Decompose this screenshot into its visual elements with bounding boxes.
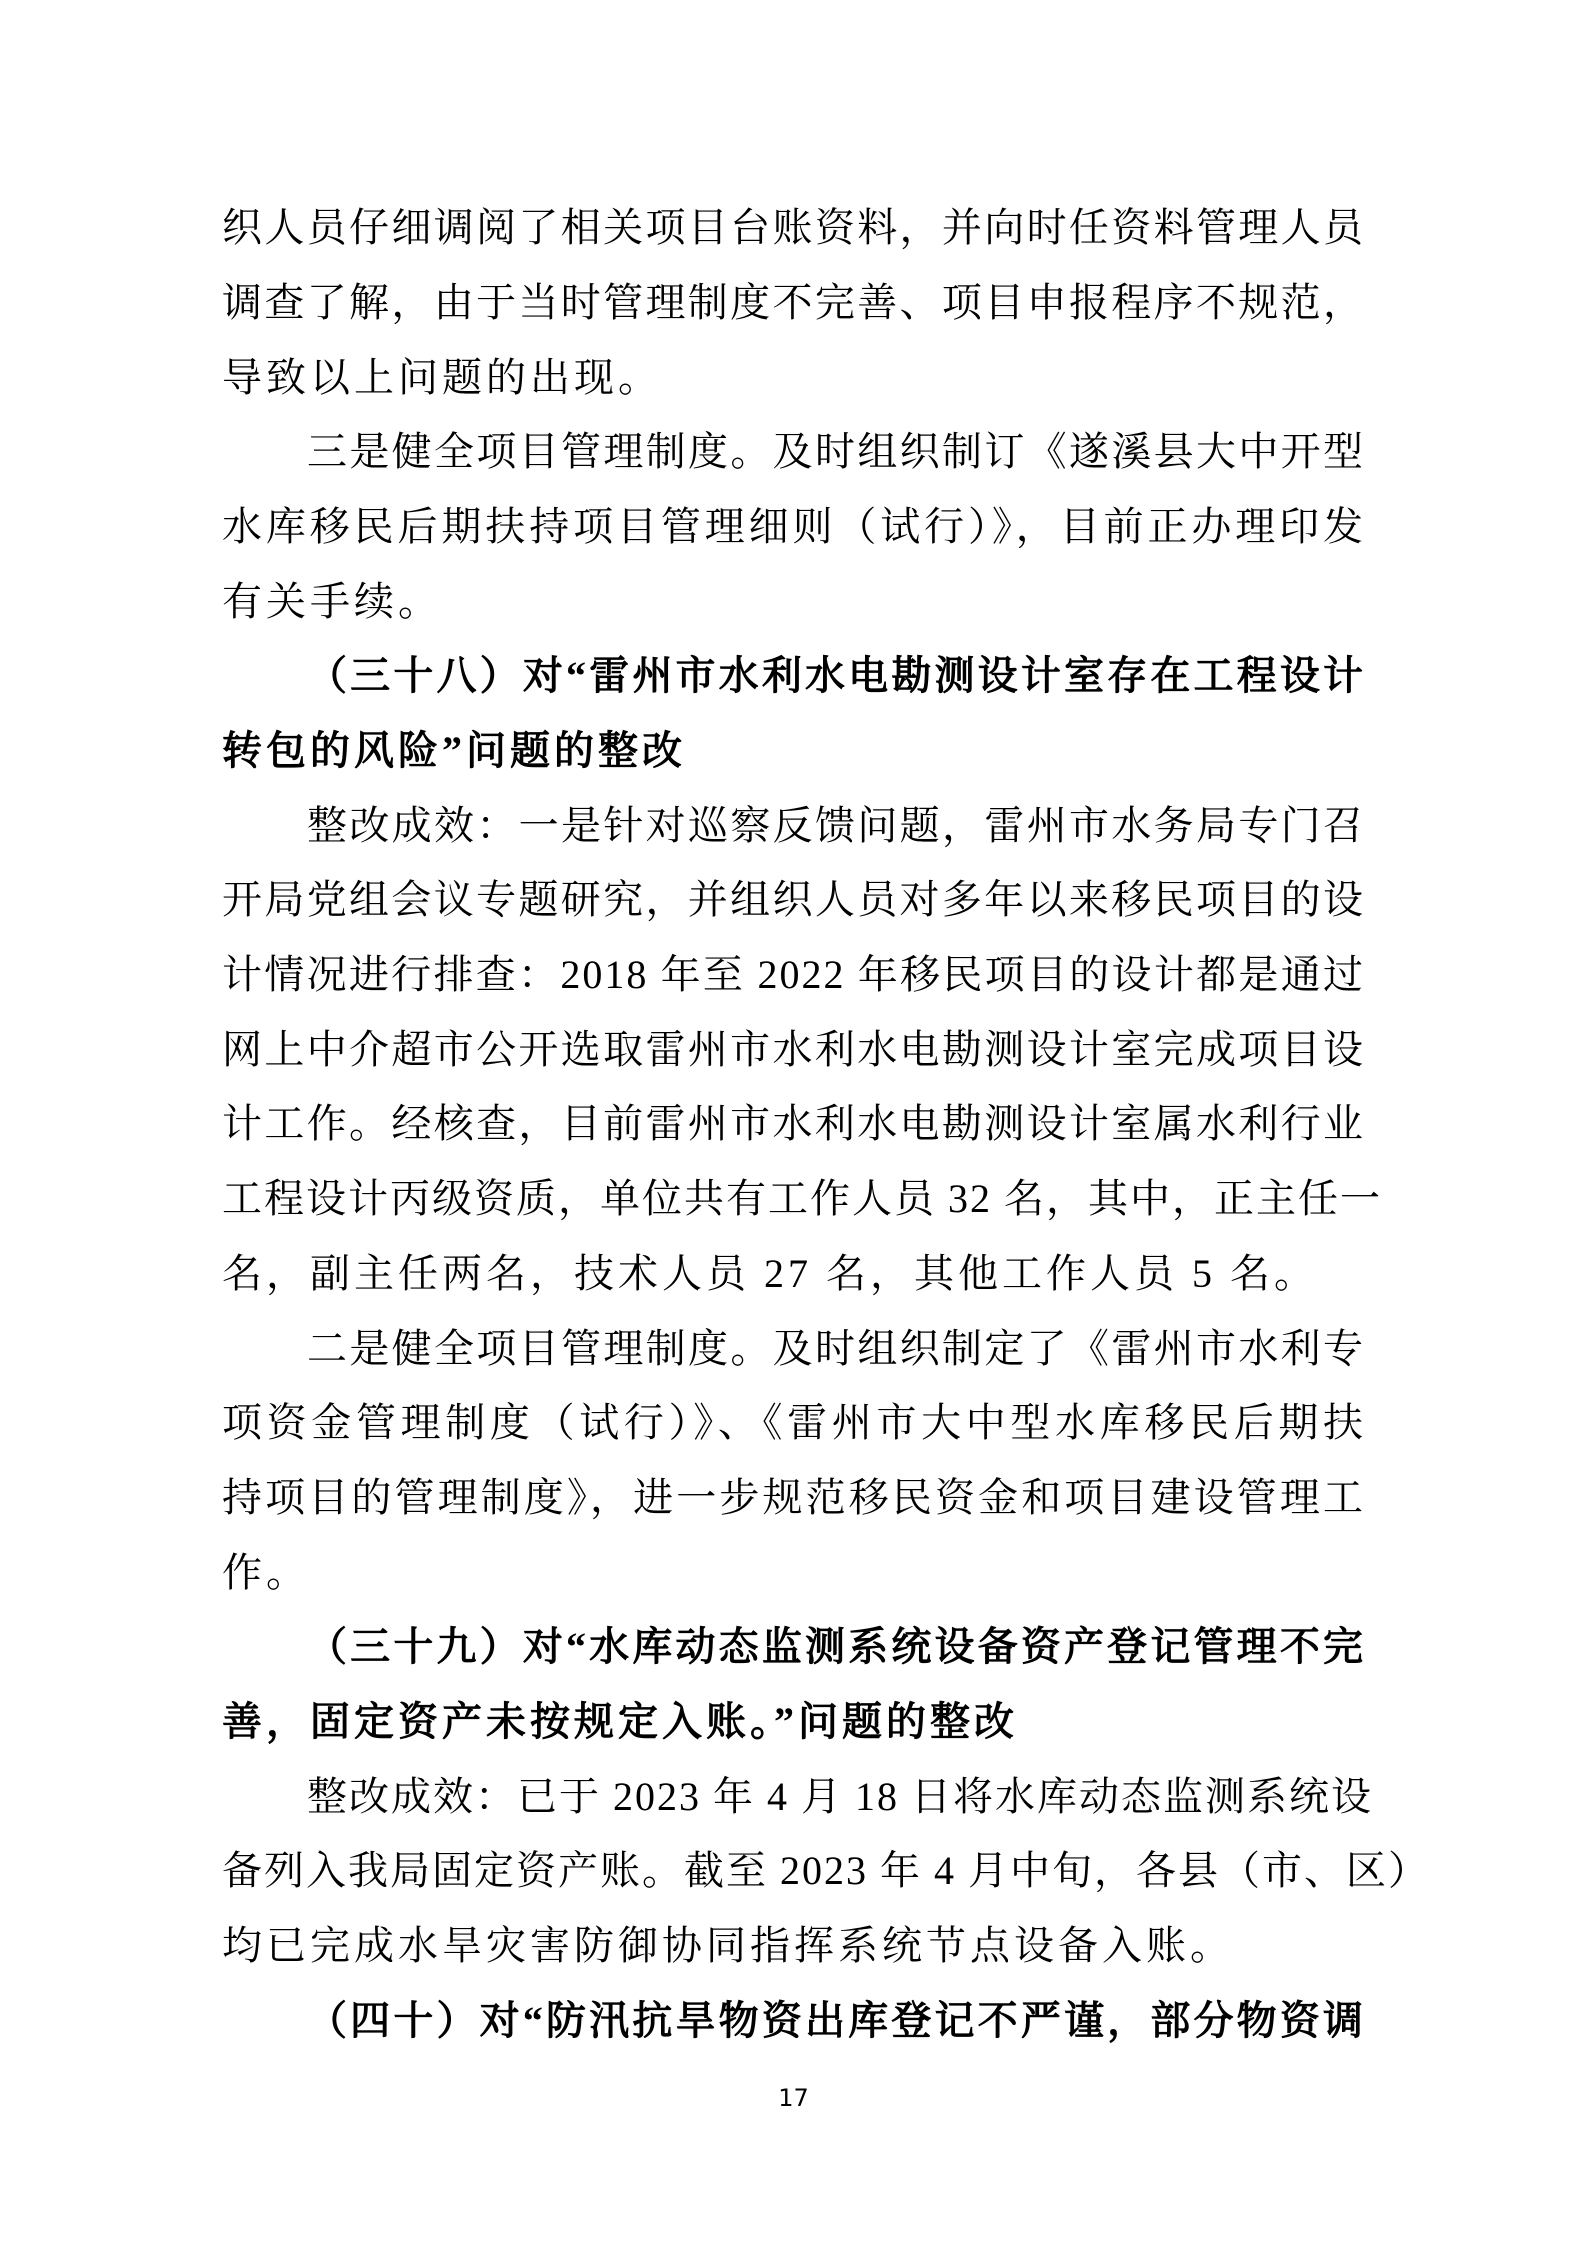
body-text-line: 计工作。经核查，目前雷州市水利水电勘测设计室属水利行业: [222, 1101, 1365, 1146]
body-text-line: 计情况进行排查：2018 年至 2022 年移民项目的设计都是通过: [222, 952, 1365, 997]
body-text-line: 均已完成水旱灾害防御协同指挥系统节点设备入账。: [222, 1923, 1234, 1968]
body-text-line: 持项目的管理制度》，进一步规范移民资金和项目建设管理工: [222, 1475, 1365, 1520]
body-text-line: 工程设计丙级资质，单位共有工作人员 32 名，其中，正主任一: [222, 1176, 1382, 1221]
body-text-line: 二是健全项目管理制度。及时组织制定了《雷州市水利专: [307, 1326, 1365, 1371]
body-text-line: 名，副主任两名，技术人员 27 名，其他工作人员 5 名。: [222, 1251, 1318, 1296]
section-heading-38: （三十八）对“雷州市水利水电勘测设计室存在工程设计: [307, 653, 1365, 698]
section-heading-39-cont: 善，固定资产未按规定入账。”问题的整改: [222, 1699, 1018, 1744]
body-text-line: 开局党组会议专题研究，并组织人员对多年以来移民项目的设: [222, 877, 1365, 922]
body-text-line: 三是健全项目管理制度。及时组织制订《遂溪县大中开型: [307, 429, 1365, 474]
body-text-line: 备列入我局固定资产账。截至 2023 年 4 月中旬，各县（市、区）: [222, 1848, 1430, 1893]
body-text-line: 有关手续。: [222, 579, 442, 624]
body-text-line: 导致以上问题的出现。: [222, 355, 662, 400]
body-text-line: 水库移民后期扶持项目管理细则（试行）》，目前正办理印发: [222, 504, 1365, 549]
body-text-line: 作。: [222, 1550, 310, 1595]
body-text-line: 调查了解，由于当时管理制度不完善、项目申报程序不规范，: [222, 280, 1365, 325]
section-heading-38-cont: 转包的风险”问题的整改: [222, 728, 686, 773]
body-text-line: 项资金管理制度（试行）》、《雷州市大中型水库移民后期扶: [222, 1400, 1365, 1445]
body-text-line: 整改成效：已于 2023 年 4 月 18 日将水库动态监测系统设: [307, 1774, 1373, 1819]
section-heading-40: （四十）对“防汛抗旱物资出库登记不严谨，部分物资调: [307, 1998, 1365, 2043]
section-heading-39: （三十九）对“水库动态监测系统设备资产登记管理不完: [307, 1624, 1365, 1669]
page-number: 17: [778, 2084, 809, 2112]
body-text-line: 整改成效：一是针对巡察反馈问题，雷州市水务局专门召: [307, 803, 1365, 848]
body-text-line: 织人员仔细调阅了相关项目台账资料，并向时任资料管理人员: [222, 205, 1365, 250]
body-text-line: 网上中介超市公开选取雷州市水利水电勘测设计室完成项目设: [222, 1027, 1365, 1072]
